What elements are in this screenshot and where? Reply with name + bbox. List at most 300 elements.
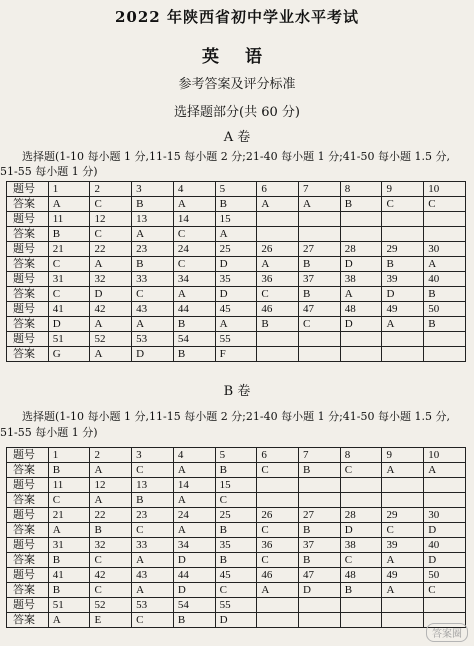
- question-number-cell: 8: [340, 182, 382, 197]
- answer-cell: C: [132, 287, 174, 302]
- answer-cell: D: [340, 257, 382, 272]
- question-number-cell: 44: [173, 568, 215, 583]
- question-number-cell: [382, 212, 424, 227]
- question-number-cell: [257, 332, 299, 347]
- question-number-cell: 15: [215, 212, 257, 227]
- volume-a-scoring-note-cont: 51-55 每小题 1 分): [0, 165, 98, 178]
- question-number-cell: 36: [257, 272, 299, 287]
- question-number-cell: [299, 598, 341, 613]
- question-number-cell: 42: [90, 568, 132, 583]
- volume-b-label: B 卷: [223, 384, 251, 399]
- answer-cell: C: [257, 553, 299, 568]
- question-number-row: [7, 182, 466, 197]
- question-number-cell: 52: [90, 598, 132, 613]
- question-number-cell: 22: [90, 508, 132, 523]
- question-number-cell: [340, 598, 382, 613]
- answer-cell: B: [215, 463, 257, 478]
- row-header-cell: 答案: [7, 227, 49, 242]
- answer-cell: [340, 347, 382, 362]
- question-number-cell: 48: [340, 302, 382, 317]
- row-header-cell: 题号: [7, 332, 49, 347]
- question-number-cell: 49: [382, 568, 424, 583]
- question-number-cell: 55: [215, 598, 257, 613]
- question-number-cell: 27: [299, 242, 341, 257]
- answer-cell: G: [48, 347, 90, 362]
- answer-cell: C: [48, 493, 90, 508]
- answer-cell: D: [340, 317, 382, 332]
- answer-cell: [257, 493, 299, 508]
- answer-cell: B: [424, 287, 466, 302]
- question-number-cell: [382, 332, 424, 347]
- row-header-cell: 题号: [7, 242, 49, 257]
- answer-row: [7, 227, 466, 242]
- question-number-cell: 32: [90, 272, 132, 287]
- question-number-cell: 11: [48, 478, 90, 493]
- answer-cell: [257, 347, 299, 362]
- question-number-cell: 30: [424, 242, 466, 257]
- question-number-cell: 26: [257, 242, 299, 257]
- answer-cell: B: [424, 317, 466, 332]
- answer-cell: B: [340, 197, 382, 212]
- question-number-cell: 13: [132, 478, 174, 493]
- question-number-cell: 10: [424, 448, 466, 463]
- answer-cell: A: [424, 463, 466, 478]
- question-number-row: [7, 332, 466, 347]
- answer-cell: B: [173, 613, 215, 628]
- answer-cell: B: [90, 523, 132, 538]
- question-number-cell: [424, 478, 466, 493]
- answer-cell: D: [90, 287, 132, 302]
- question-number-cell: 31: [48, 538, 90, 553]
- section-heading: 选择题部分(共 60 分): [174, 105, 300, 120]
- answer-cell: D: [48, 317, 90, 332]
- row-header-cell: 题号: [7, 302, 49, 317]
- question-number-cell: 35: [215, 272, 257, 287]
- answer-cell: A: [382, 317, 424, 332]
- answer-cell: C: [90, 583, 132, 598]
- row-header-cell: 题号: [7, 538, 49, 553]
- answer-cell: [340, 493, 382, 508]
- answer-cell: C: [215, 493, 257, 508]
- row-header-cell: 题号: [7, 598, 49, 613]
- question-number-row: [7, 598, 466, 613]
- answer-cell: [340, 613, 382, 628]
- question-number-cell: 31: [48, 272, 90, 287]
- question-number-cell: 40: [424, 272, 466, 287]
- row-header-cell: 题号: [7, 272, 49, 287]
- answer-cell: [299, 347, 341, 362]
- answer-cell: C: [257, 463, 299, 478]
- answer-cell: [424, 493, 466, 508]
- question-number-cell: 3: [132, 448, 174, 463]
- question-number-cell: 10: [424, 182, 466, 197]
- answer-row: [7, 287, 466, 302]
- answer-cell: A: [132, 227, 174, 242]
- answer-cell: B: [48, 553, 90, 568]
- answer-cell: A: [90, 347, 132, 362]
- question-number-cell: 34: [173, 538, 215, 553]
- question-number-cell: 51: [48, 332, 90, 347]
- question-number-cell: 32: [90, 538, 132, 553]
- answer-cell: C: [132, 463, 174, 478]
- question-number-cell: 46: [257, 302, 299, 317]
- answer-row: [7, 553, 466, 568]
- answer-cell: [424, 347, 466, 362]
- answer-cell: A: [173, 493, 215, 508]
- row-header-cell: 题号: [7, 212, 49, 227]
- answer-cell: [299, 493, 341, 508]
- row-header-cell: 题号: [7, 508, 49, 523]
- question-number-cell: 45: [215, 302, 257, 317]
- row-header-cell: 答案: [7, 493, 49, 508]
- answer-row: [7, 197, 466, 212]
- question-number-cell: [299, 332, 341, 347]
- answer-cell: D: [132, 347, 174, 362]
- answer-cell: B: [48, 583, 90, 598]
- question-number-cell: 12: [90, 212, 132, 227]
- answer-cell: C: [257, 523, 299, 538]
- question-number-cell: 24: [173, 242, 215, 257]
- question-number-cell: 9: [382, 182, 424, 197]
- question-number-cell: 23: [132, 508, 174, 523]
- answer-row: [7, 613, 466, 628]
- question-number-cell: 30: [424, 508, 466, 523]
- answer-cell: A: [382, 553, 424, 568]
- answer-cell: A: [48, 197, 90, 212]
- answer-cell: B: [299, 463, 341, 478]
- answer-cell: B: [173, 317, 215, 332]
- question-number-cell: 5: [215, 448, 257, 463]
- answer-cell: C: [382, 197, 424, 212]
- question-number-cell: [299, 478, 341, 493]
- answer-cell: C: [340, 463, 382, 478]
- question-number-cell: 28: [340, 242, 382, 257]
- question-number-cell: 9: [382, 448, 424, 463]
- answer-cell: A: [132, 317, 174, 332]
- answer-cell: E: [90, 613, 132, 628]
- question-number-cell: 11: [48, 212, 90, 227]
- row-header-cell: 答案: [7, 523, 49, 538]
- answer-cell: A: [90, 463, 132, 478]
- question-number-cell: 6: [257, 448, 299, 463]
- question-number-cell: [257, 478, 299, 493]
- row-header-cell: 答案: [7, 347, 49, 362]
- answer-cell: [257, 613, 299, 628]
- answer-cell: B: [257, 317, 299, 332]
- question-number-cell: 27: [299, 508, 341, 523]
- answer-cell: C: [132, 523, 174, 538]
- question-number-cell: 4: [173, 182, 215, 197]
- row-header-cell: 答案: [7, 317, 49, 332]
- question-number-cell: 40: [424, 538, 466, 553]
- question-number-cell: [340, 478, 382, 493]
- answer-cell: D: [424, 553, 466, 568]
- question-number-cell: [382, 478, 424, 493]
- question-number-cell: 36: [257, 538, 299, 553]
- answer-cell: B: [215, 523, 257, 538]
- question-number-cell: 21: [48, 242, 90, 257]
- answer-cell: A: [90, 317, 132, 332]
- answer-cell: A: [48, 613, 90, 628]
- answer-cell: B: [340, 583, 382, 598]
- question-number-cell: 8: [340, 448, 382, 463]
- answer-cell: [382, 227, 424, 242]
- answer-row: [7, 317, 466, 332]
- answer-row: [7, 257, 466, 272]
- answer-cell: [299, 613, 341, 628]
- answer-cell: A: [132, 583, 174, 598]
- answer-cell: A: [382, 463, 424, 478]
- question-number-cell: 34: [173, 272, 215, 287]
- volume-a-scoring-note: 选择题(1-10 每小题 1 分,11-15 每小题 2 分;21-40 每小题 1 分;41-50 每小题 1.5 分,: [22, 150, 450, 163]
- row-header-cell: 题号: [7, 448, 49, 463]
- answer-cell: A: [257, 257, 299, 272]
- question-number-cell: 6: [257, 182, 299, 197]
- answer-cell: C: [215, 583, 257, 598]
- question-number-row: [7, 212, 466, 227]
- answer-cell: B: [299, 523, 341, 538]
- answer-cell: A: [424, 257, 466, 272]
- answer-cell: [382, 493, 424, 508]
- question-number-cell: 41: [48, 568, 90, 583]
- question-number-cell: 54: [173, 332, 215, 347]
- answer-cell: D: [215, 613, 257, 628]
- question-number-cell: [424, 212, 466, 227]
- question-number-cell: [340, 212, 382, 227]
- answer-cell: B: [48, 463, 90, 478]
- answer-row: [7, 583, 466, 598]
- volume-b-answer-table: [6, 447, 466, 628]
- question-number-cell: 3: [132, 182, 174, 197]
- answer-cell: B: [299, 553, 341, 568]
- question-number-cell: 12: [90, 478, 132, 493]
- answer-cell: A: [173, 197, 215, 212]
- answer-cell: C: [340, 553, 382, 568]
- answer-cell: C: [257, 287, 299, 302]
- answer-cell: B: [299, 287, 341, 302]
- subject-heading: 英 语: [202, 47, 272, 67]
- watermark-logo: 答案圈: [426, 623, 468, 642]
- question-number-cell: 37: [299, 272, 341, 287]
- question-number-cell: 50: [424, 568, 466, 583]
- question-number-cell: 54: [173, 598, 215, 613]
- answer-cell: B: [215, 197, 257, 212]
- question-number-cell: 53: [132, 598, 174, 613]
- question-number-row: [7, 448, 466, 463]
- row-header-cell: 答案: [7, 463, 49, 478]
- answer-cell: B: [215, 553, 257, 568]
- answer-cell: C: [424, 197, 466, 212]
- answer-cell: C: [132, 613, 174, 628]
- answer-cell: D: [424, 523, 466, 538]
- answer-cell: A: [382, 583, 424, 598]
- question-number-cell: 2: [90, 182, 132, 197]
- question-number-cell: 1: [48, 448, 90, 463]
- question-number-cell: 7: [299, 448, 341, 463]
- question-number-cell: 33: [132, 272, 174, 287]
- question-number-cell: 15: [215, 478, 257, 493]
- question-number-cell: 46: [257, 568, 299, 583]
- answer-cell: B: [132, 257, 174, 272]
- answer-cell: C: [173, 257, 215, 272]
- question-number-cell: 47: [299, 302, 341, 317]
- question-number-cell: 45: [215, 568, 257, 583]
- answer-cell: B: [132, 493, 174, 508]
- question-number-cell: 55: [215, 332, 257, 347]
- question-number-row: [7, 508, 466, 523]
- question-number-cell: [424, 332, 466, 347]
- row-header-cell: 答案: [7, 287, 49, 302]
- question-number-row: [7, 272, 466, 287]
- question-number-cell: [299, 212, 341, 227]
- row-header-cell: 答案: [7, 257, 49, 272]
- answer-row: [7, 463, 466, 478]
- question-number-row: [7, 568, 466, 583]
- question-number-cell: [382, 598, 424, 613]
- volume-b-scoring-note-cont: 51-55 每小题 1 分): [0, 426, 98, 439]
- question-number-cell: 52: [90, 332, 132, 347]
- answer-row: [7, 493, 466, 508]
- question-number-cell: 25: [215, 242, 257, 257]
- answer-cell: [382, 347, 424, 362]
- answer-cell: B: [48, 227, 90, 242]
- answer-cell: [257, 227, 299, 242]
- question-number-cell: 39: [382, 538, 424, 553]
- answer-cell: D: [173, 553, 215, 568]
- row-header-cell: 答案: [7, 613, 49, 628]
- answer-key-heading: 参考答案及评分标准: [178, 77, 296, 92]
- question-number-cell: 25: [215, 508, 257, 523]
- answer-cell: A: [340, 287, 382, 302]
- question-number-cell: 29: [382, 508, 424, 523]
- question-number-cell: [257, 212, 299, 227]
- question-number-cell: [340, 332, 382, 347]
- question-number-cell: 50: [424, 302, 466, 317]
- answer-cell: F: [215, 347, 257, 362]
- question-number-cell: 14: [173, 478, 215, 493]
- answer-cell: A: [215, 317, 257, 332]
- question-number-cell: 5: [215, 182, 257, 197]
- answer-cell: D: [215, 287, 257, 302]
- answer-cell: C: [90, 227, 132, 242]
- question-number-cell: 33: [132, 538, 174, 553]
- answer-cell: A: [215, 227, 257, 242]
- answer-cell: B: [299, 257, 341, 272]
- question-number-cell: 41: [48, 302, 90, 317]
- question-number-cell: 29: [382, 242, 424, 257]
- question-number-cell: [257, 598, 299, 613]
- answer-cell: A: [132, 553, 174, 568]
- answer-cell: A: [257, 197, 299, 212]
- question-number-cell: 43: [132, 302, 174, 317]
- row-header-cell: 答案: [7, 553, 49, 568]
- volume-b-scoring-note: 选择题(1-10 每小题 1 分,11-15 每小题 2 分;21-40 每小题 1 分;41-50 每小题 1.5 分,: [22, 410, 450, 423]
- row-header-cell: 题号: [7, 478, 49, 493]
- question-number-cell: 53: [132, 332, 174, 347]
- answer-cell: [382, 613, 424, 628]
- question-number-row: [7, 302, 466, 317]
- question-number-row: [7, 478, 466, 493]
- answer-cell: A: [257, 583, 299, 598]
- question-number-cell: 48: [340, 568, 382, 583]
- question-number-cell: [424, 598, 466, 613]
- question-number-cell: 21: [48, 508, 90, 523]
- answer-cell: D: [299, 583, 341, 598]
- question-number-cell: 2: [90, 448, 132, 463]
- answer-cell: A: [173, 523, 215, 538]
- question-number-cell: 39: [382, 272, 424, 287]
- question-number-cell: 35: [215, 538, 257, 553]
- answer-cell: B: [173, 347, 215, 362]
- answer-cell: C: [382, 523, 424, 538]
- answer-cell: D: [173, 583, 215, 598]
- answer-cell: D: [215, 257, 257, 272]
- question-number-cell: 4: [173, 448, 215, 463]
- question-number-cell: 49: [382, 302, 424, 317]
- answer-row: [7, 523, 466, 538]
- question-number-cell: 38: [340, 538, 382, 553]
- row-header-cell: 题号: [7, 568, 49, 583]
- answer-cell: A: [90, 257, 132, 272]
- answer-cell: [424, 227, 466, 242]
- row-header-cell: 答案: [7, 583, 49, 598]
- question-number-cell: 37: [299, 538, 341, 553]
- answer-cell: A: [299, 197, 341, 212]
- answer-cell: C: [90, 553, 132, 568]
- question-number-cell: 23: [132, 242, 174, 257]
- answer-cell: A: [173, 287, 215, 302]
- row-header-cell: 题号: [7, 182, 49, 197]
- answer-cell: C: [173, 227, 215, 242]
- question-number-cell: 26: [257, 508, 299, 523]
- question-number-cell: 51: [48, 598, 90, 613]
- answer-cell: [340, 227, 382, 242]
- question-number-cell: 14: [173, 212, 215, 227]
- answer-cell: C: [424, 583, 466, 598]
- answer-cell: C: [48, 257, 90, 272]
- exam-title: 2022 年陕西省初中学业水平考试: [115, 8, 359, 26]
- question-number-cell: 1: [48, 182, 90, 197]
- question-number-cell: 22: [90, 242, 132, 257]
- answer-cell: C: [90, 197, 132, 212]
- answer-cell: B: [132, 197, 174, 212]
- question-number-cell: 28: [340, 508, 382, 523]
- answer-cell: C: [299, 317, 341, 332]
- question-number-cell: 43: [132, 568, 174, 583]
- answer-row: [7, 347, 466, 362]
- volume-a-label: A 卷: [223, 130, 251, 145]
- question-number-cell: 42: [90, 302, 132, 317]
- answer-cell: D: [340, 523, 382, 538]
- answer-cell: D: [382, 287, 424, 302]
- question-number-row: [7, 538, 466, 553]
- row-header-cell: 答案: [7, 197, 49, 212]
- volume-a-answer-table: [6, 181, 466, 362]
- question-number-cell: 47: [299, 568, 341, 583]
- answer-cell: C: [48, 287, 90, 302]
- question-number-cell: 7: [299, 182, 341, 197]
- question-number-cell: 24: [173, 508, 215, 523]
- question-number-cell: 38: [340, 272, 382, 287]
- answer-cell: A: [173, 463, 215, 478]
- question-number-row: [7, 242, 466, 257]
- answer-cell: B: [382, 257, 424, 272]
- question-number-cell: 13: [132, 212, 174, 227]
- answer-cell: A: [48, 523, 90, 538]
- question-number-cell: 44: [173, 302, 215, 317]
- answer-cell: [299, 227, 341, 242]
- answer-cell: A: [90, 493, 132, 508]
